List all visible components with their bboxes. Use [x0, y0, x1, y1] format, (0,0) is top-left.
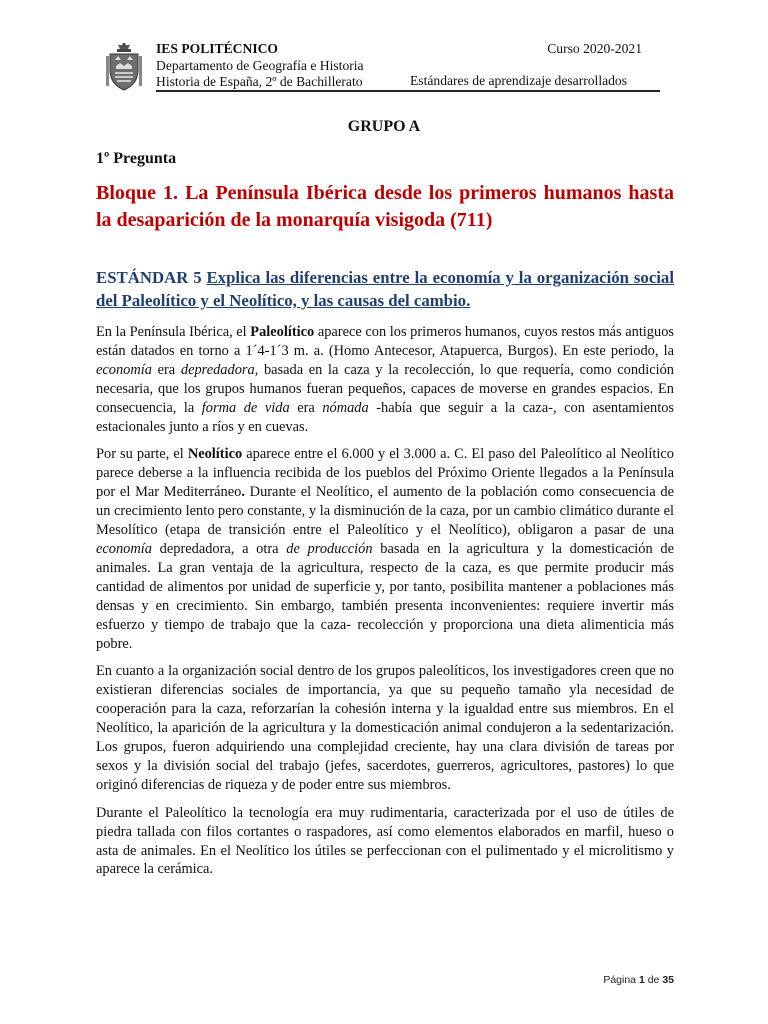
term-neolitico: Neolítico [187, 446, 243, 463]
page-total: 35 [662, 974, 674, 986]
block-title: Bloque 1. La Península Ibérica desde los primeros humanos hasta la desaparición de la monarquía visigoda (711) [96, 182, 674, 231]
standard-label: ESTÁNDAR 5 [96, 268, 202, 287]
header-info [156, 41, 364, 91]
document-title: Estándares de aprendizaje desarrollados [410, 73, 628, 88]
page-label: Página [603, 974, 637, 986]
school-name: IES POLITÉCNICO [156, 41, 278, 56]
coat-of-arms-icon [104, 42, 144, 92]
paragraph-4: Durante el Paleolítico la tecnología era muy rudimentaria, caracterizada por el uso de útiles de piedra tallada con filos cortantes o raspadores, así como elementos elaborados en marfil, hueso o asta de animales. En el Neolítico los útiles se perfeccionan con el pulimentado y el microlitismo y aparece la cerámica. [96, 804, 674, 878]
standard-heading [96, 266, 674, 312]
standard-description: Explica las diferencias entre la economía y la organización social del Paleolítico y el Neolítico, y las causas del cambio. [96, 268, 674, 310]
term-paleolitico: Paleolítico [250, 324, 315, 340]
paragraph-3: En cuanto a la organización social dentro de los grupos paleolíticos, los investigadores creen que no existieran diferencias sociales de importancia, ya que su pequeño tamaño yla necesidad de cooperación para la caza, reforzarían la cohesión interna y la igualdad entre sus miembros. En el Neolítico, la aparición de la agricultura y la domesticación animal condujeron a la sedentarización. Los grupos, fueron adquiriendo una complejidad creciente, hay una clara división de tareas por sexos y la división social del trabajo (jefes, sacerdotes, guerreros, agricultores, pastores) lo que originó diferencias de riqueza y de poder entre sus miembros. [96, 663, 674, 793]
department-name: Departamento de Geografía e Historia [156, 57, 364, 73]
article-body [96, 323, 674, 888]
paragraph-1: En la Península Ibérica, el Paleolítico aparece con los primeros humanos, cuyos restos más antiguos están datados en torno a 1´4-1´3 m. a. (Homo Antecesor, Atapuerca, Burgos). En este periodo, la economía era depredadora, basada en la caza y la recolección, lo que requería, como condición necesaria, que los grupos humanos fueran pequeños, capaces de moverse en grandes espacios. En consecuencia, la forma de vida era nómada -había que seguir a la caza-, con asentamientos estacionales junto a ríos y en cuevas. [96, 324, 674, 435]
page-footer [603, 974, 674, 986]
page-of: de [647, 974, 660, 986]
question-heading: 1º Pregunta [96, 150, 177, 167]
header-divider [156, 90, 660, 92]
group-heading: GRUPO A [347, 118, 421, 135]
paragraph-2: Por su parte, el Neolítico aparece entre el 6.000 y el 3.000 a. C. El paso del Paleolítico al Neolítico parece deberse a la influencia recibida de los pueblos del Próximo Oriente llegados a la Península por el Mar Mediterráneo. Durante el Neolítico, el aumento de la población como consecuencia de un crecimiento lento pero constante, y la disminución de la caza, por un cambio climático durante el Mesolítico (etapa de transición entre el Paleolítico y el Neolítico), obligaron a pasar de una economía depredadora, a otra de producción basada en la agricultura y la domesticación de animales. La gran ventaja de la agricultura, respecto de la caza, es que permite producir más cantidad de alimentos por unidad de superficie y, por tanto, posibilita mantener a poblaciones más densas y en crecimiento. Sin embargo, también presenta inconvenientes: requiere invertir más esfuerzo y tiempo de trabajo que la caza- recolección y proporciona una dieta alimenticia más pobre. [96, 446, 674, 652]
course-year: Curso 2020-2021 [547, 41, 642, 56]
document-header [104, 40, 660, 94]
page-number: 1 [638, 974, 645, 986]
subject-name: Historia de España, 2º de Bachillerato [156, 74, 363, 89]
